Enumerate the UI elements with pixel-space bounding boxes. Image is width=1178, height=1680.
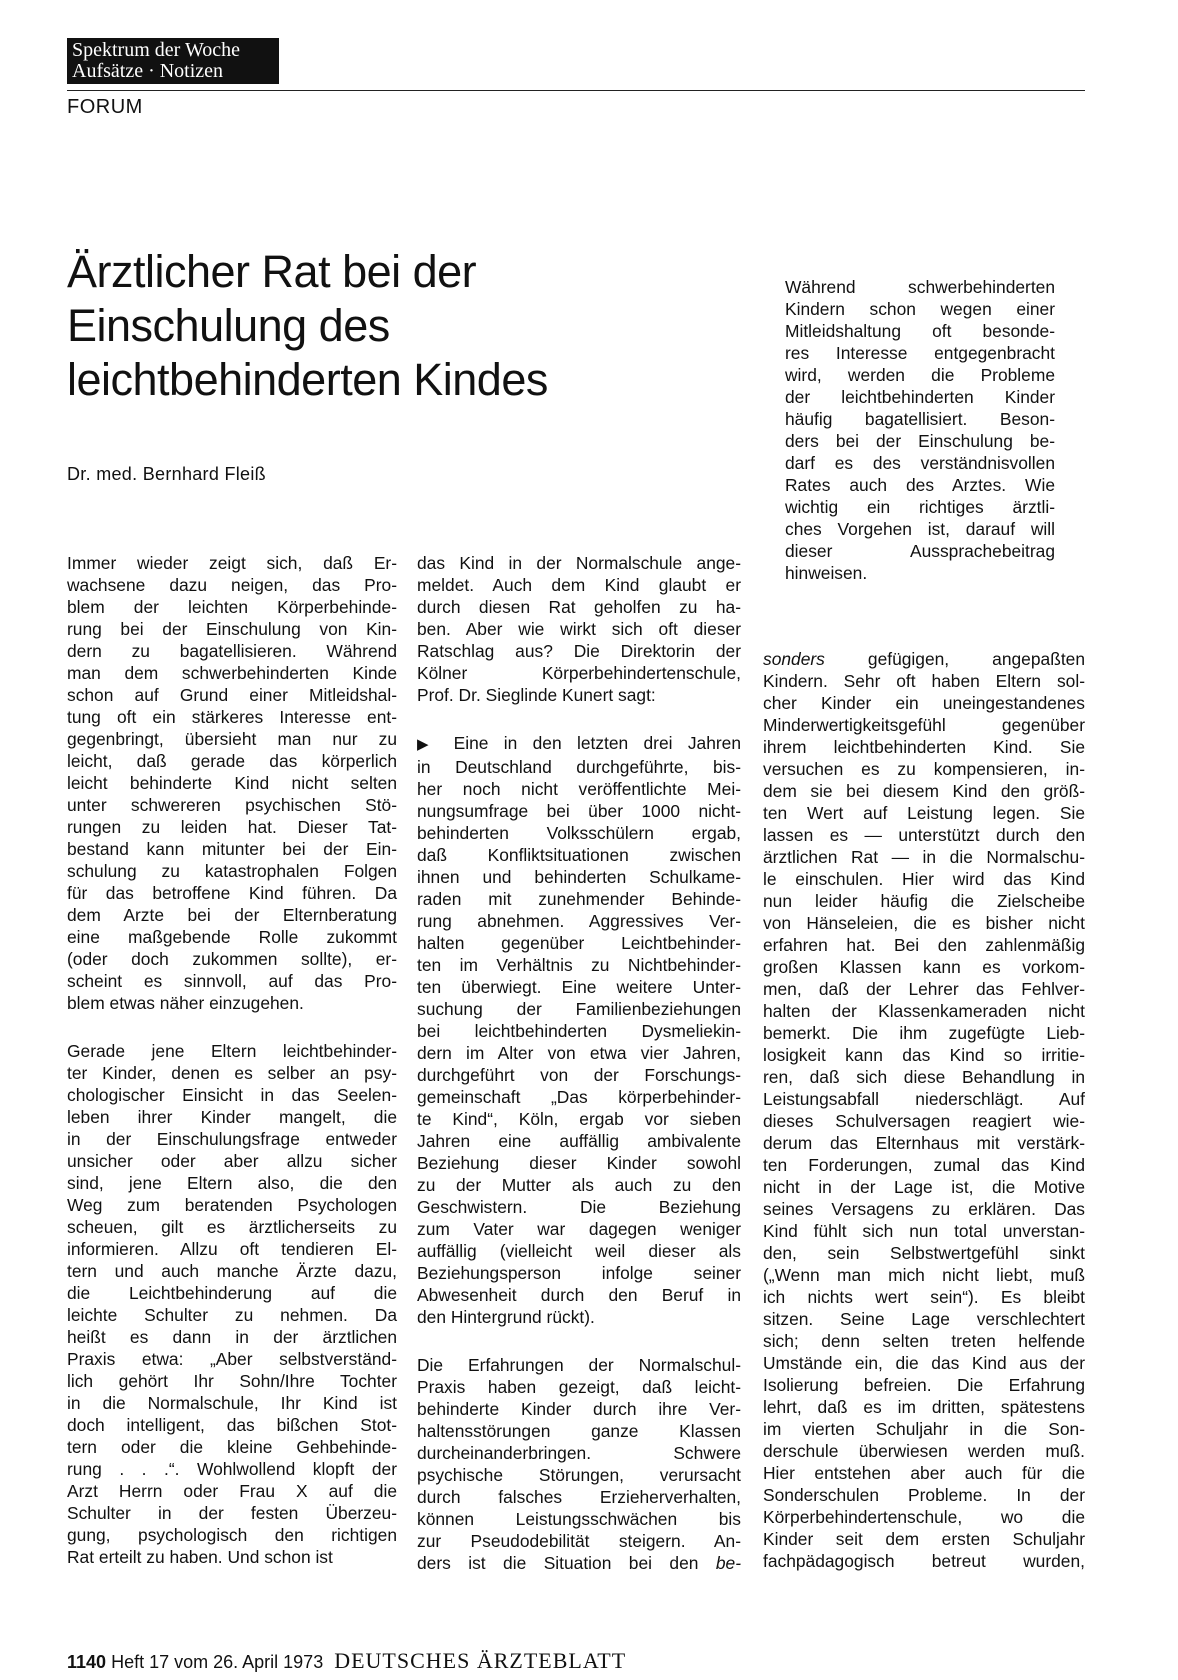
text-line: unsicher oder aber allzu sicher <box>67 1151 397 1171</box>
text-line: ihnen und behinderten Schulkame- <box>417 867 741 887</box>
text-fragment: gefügigen, angepaßten <box>824 649 1085 669</box>
text-line: lassen es — unterstützt durch den <box>763 825 1085 845</box>
text-line: Rat erteilt zu haben. Und schon ist <box>67 1547 333 1567</box>
text-line: dem Arzte bei der Elternberatung <box>67 905 397 925</box>
text-line: Praxis etwa: „Aber selbstverständ- <box>67 1349 397 1369</box>
text-line: Körperbehindertenschule, wo die <box>763 1507 1085 1527</box>
text-line: dem sie bei diesem Kind den größ- <box>763 781 1085 801</box>
text-line: sich; denn selten treten helfende <box>763 1331 1085 1351</box>
text-line: meldet. Auch dem Kind glaubt er <box>417 575 741 595</box>
text-line: behinderte Kinder durch ihre Ver- <box>417 1399 741 1419</box>
text-column-2 <box>417 552 741 1600</box>
text-line: ben. Aber wie wirkt sich oft dieser <box>417 619 741 639</box>
text-line: man dem schwerbehinderten Kinde <box>67 663 397 683</box>
text-line: Gerade jene Eltern leichtbehinder- <box>67 1041 397 1061</box>
text-line: zur Pseudodebilität steigern. An- <box>417 1531 741 1551</box>
text-line: cher Kinder ein uneingestandenes <box>763 693 1085 713</box>
text-line: Weg zum beratenden Psychologen <box>67 1195 397 1215</box>
text-line: eine maßgebende Rolle zukommt <box>67 927 397 947</box>
text-line: rung abnehmen. Aggressives Ver- <box>417 911 741 931</box>
paragraph <box>417 1354 741 1574</box>
text-line <box>417 732 741 756</box>
text-line: durch falsches Erzieherverhalten, <box>417 1487 741 1507</box>
text-line: scheint es sinnvoll, auf das Pro- <box>67 971 397 991</box>
header-rule <box>67 90 1085 91</box>
text-line: nicht in der Lage ist, die Motive <box>763 1177 1085 1197</box>
text-line: tung oft ein stärkeres Interesse ent- <box>67 707 397 727</box>
abstract-line: der leichtbehinderten Kinder <box>785 387 1055 407</box>
abstract-line: darf es des verständnisvollen <box>785 453 1055 473</box>
text-line: leben ihrer Kinder mangelt, die <box>67 1107 397 1127</box>
text-line: (oder doch zukommen sollte), er- <box>67 949 397 969</box>
abstract-line: res Interesse entgegenbracht <box>785 343 1055 363</box>
text-line: ich nichts wert sein“). Es bleibt <box>763 1287 1085 1307</box>
abstract-line: Mitleidshaltung oft besonde- <box>785 321 1055 341</box>
text-line: losigkeit kann das Kind so irritie- <box>763 1045 1085 1065</box>
text-line: rungen zu leiden hat. Dieser Tat- <box>67 817 397 837</box>
text-line: heißt es dann in der ärztlichen <box>67 1327 397 1347</box>
page-footer <box>67 1648 626 1674</box>
text-line: Beziehung dieser Kinder sowohl <box>417 1153 741 1173</box>
text-line: Abwesenheit durch den Beruf in <box>417 1285 741 1305</box>
text-line: Kind fühlt sich nun total unverstan- <box>763 1221 1085 1241</box>
text-line <box>763 648 1085 670</box>
text-line: rung . . .“. Wohlwollend klopft der <box>67 1459 397 1479</box>
text-line: wachsene dazu neigen, das Pro- <box>67 575 397 595</box>
badge-line-1: Spektrum der Woche <box>72 39 240 61</box>
text-line: den, sein Selbstwertgefühl sinkt <box>763 1243 1085 1263</box>
text-line: psychische Störungen, verursacht <box>417 1465 741 1485</box>
text-line: Isolierung befreien. Die Erfahrung <box>763 1375 1085 1395</box>
text-line: ärztlichen Rat — in die Normalschu- <box>763 847 1085 867</box>
text-line: nungsumfrage bei über 1000 nicht- <box>417 801 741 821</box>
text-line: Ratschlag aus? Die Direktorin der <box>417 641 741 661</box>
text-line: schon auf Grund einer Mitleidshal- <box>67 685 397 705</box>
italic-fragment: be- <box>715 1553 741 1573</box>
text-line: in der Einschulungsfrage entweder <box>67 1129 397 1149</box>
text-line: dern zu bagatellisieren. Während <box>67 641 397 661</box>
text-line: le einschulen. Hier wird das Kind <box>763 869 1085 889</box>
text-line: raden mit zunehmender Behinde- <box>417 889 741 909</box>
badge-line-2: Aufsätze · Notizen <box>72 60 224 82</box>
text-line: ten im Verhältnis zu Nichtbehinder- <box>417 955 741 975</box>
text-line: in die Normalschule, Ihr Kind ist <box>67 1393 397 1413</box>
paragraph <box>67 552 397 1014</box>
text-line: leicht behinderte Kind nicht selten <box>67 773 397 793</box>
text-line: gung, psychologisch den richtigen <box>67 1525 397 1545</box>
title-line-1: Ärztlicher Rat bei der <box>67 246 477 297</box>
text-line: zum Vater war dagegen weniger <box>417 1219 741 1239</box>
text-line: Leistungsabfall niederschlägt. Auf <box>763 1089 1085 1109</box>
text-line: tern und auch manche Ärzte dazu, <box>67 1261 397 1281</box>
text-line: können Leistungsschwächen bis <box>417 1509 741 1529</box>
text-line: doch intelligent, das bißchen Stot- <box>67 1415 397 1435</box>
paragraph <box>417 552 741 706</box>
issue-info: Heft 17 vom 26. April 1973 <box>111 1652 324 1672</box>
text-line: durch diesen Rat geholfen zu ha- <box>417 597 741 617</box>
text-line: sitzen. Seine Lage verschlechtert <box>763 1309 1085 1329</box>
page-number: 1140 <box>67 1652 107 1672</box>
text-line: Arzt Herrn oder Frau X auf die <box>67 1481 397 1501</box>
text-fragment: Eine in den letzten drei Jahren <box>453 733 741 753</box>
text-line: gegenbringt, übersieht man nur zu <box>67 729 397 749</box>
text-line: suchung der Familienbeziehungen <box>417 999 741 1019</box>
text-line: Beziehungsperson infolge seiner <box>417 1263 741 1283</box>
text-line: informieren. Allzu oft tendieren El- <box>67 1239 397 1259</box>
abstract-line: hinweisen. <box>785 563 868 583</box>
text-line: fachpädagogisch betreut wurden, <box>763 1551 1085 1571</box>
text-line: bestand kann mitunter bei der Ein- <box>67 839 397 859</box>
text-line: auffällig (vielleicht weil dieser als <box>417 1241 741 1261</box>
text-line: tern oder die kleine Gehbehinde- <box>67 1437 397 1457</box>
text-line: Prof. Dr. Sieglinde Kunert sagt: <box>417 685 656 705</box>
text-line: Geschwistern. Die Beziehung <box>417 1197 741 1217</box>
article-abstract <box>785 276 1055 584</box>
text-line: blem etwas näher einzugehen. <box>67 993 304 1013</box>
text-line: versuchen es zu kompensieren, in- <box>763 759 1085 779</box>
section-label: FORUM <box>67 96 143 118</box>
journal-name: DEUTSCHES ÄRZTEBLATT <box>334 1648 627 1673</box>
text-line: Kindern. Sehr oft haben Eltern sol- <box>763 671 1085 691</box>
text-line: Minderwertigkeitsgefühl gegenüber <box>763 715 1085 735</box>
text-line: dieses Schulversagen reagiert wie- <box>763 1111 1085 1131</box>
text-line: die Leichtbehinderung auf die <box>67 1283 397 1303</box>
abstract-line: ches Vorgehen ist, darauf will <box>785 519 1055 539</box>
abstract-line: häufig bagatellisiert. Beson- <box>785 409 1055 429</box>
text-line: schulung zu katastrophalen Folgen <box>67 861 397 881</box>
abstract-line: Während schwerbehinderten <box>785 277 1055 297</box>
text-line: men, daß der Lehrer das Fehlver- <box>763 979 1085 999</box>
text-line: nun leider häufig die Zielscheibe <box>763 891 1085 911</box>
text-line: lehrt, daß es im dritten, spätestens <box>763 1397 1085 1417</box>
text-line: Die Erfahrungen der Normalschul- <box>417 1355 741 1375</box>
text-line: ter Kinder, denen es selber an psy- <box>67 1063 397 1083</box>
abstract-line: ders bei der Einschulung be- <box>785 431 1055 451</box>
title-line-2: Einschulung des <box>67 300 390 351</box>
text-line: großen Klassen kann es vorkom- <box>763 957 1085 977</box>
text-line: Umstände ein, die das Kind aus der <box>763 1353 1085 1373</box>
text-line: ren, daß sich diese Behandlung in <box>763 1067 1085 1087</box>
text-line: te Kind“, Köln, ergab vor sieben <box>417 1109 741 1129</box>
paragraph <box>67 1040 397 1568</box>
abstract-line: wichtig ein richtiges ärztli- <box>785 497 1055 517</box>
text-line: Praxis haben gezeigt, daß leicht- <box>417 1377 741 1397</box>
text-line: ten überwiegt. Eine weitere Unter- <box>417 977 741 997</box>
abstract-line: Rates auch des Arztes. Wie <box>785 475 1055 495</box>
text-line: („Wenn man mich nicht liebt, muß <box>763 1265 1085 1285</box>
text-line: im vierten Schuljahr in die Son- <box>763 1419 1085 1439</box>
text-line: bei leichtbehinderten Dysmeliekin- <box>417 1021 741 1041</box>
text-line: Kinder seit dem ersten Schuljahr <box>763 1529 1085 1549</box>
text-line: gemeinschaft „Das körperbehinder- <box>417 1087 741 1107</box>
text-line: für das betroffene Kind führen. Da <box>67 883 397 903</box>
text-line: dern im Alter von etwa vier Jahren, <box>417 1043 741 1063</box>
text-line: halten der Klassenkameraden nicht <box>763 1001 1085 1021</box>
text-line: Kölner Körperbehindertenschule, <box>417 663 741 683</box>
text-line: halten gegenüber Leichtbehinder- <box>417 933 741 953</box>
text-line: derschule überwiesen werden muß. <box>763 1441 1085 1461</box>
text-line: sind, jene Eltern also, die den <box>67 1173 397 1193</box>
text-line: erfahren hat. Bei den zahlenmäßig <box>763 935 1085 955</box>
text-line: zu der Mutter als auch zu den <box>417 1175 741 1195</box>
text-line: leicht, daß gerade das körperlich <box>67 751 397 771</box>
text-line: Immer wieder zeigt sich, daß Er- <box>67 553 397 573</box>
text-line: seines Versagens zu erklären. Das <box>763 1199 1085 1219</box>
title-line-3: leichtbehinderten Kindes <box>67 354 548 405</box>
text-line: unter schwereren psychischen Stö- <box>67 795 397 815</box>
text-line: blem der leichten Körperbehinde- <box>67 597 397 617</box>
text-line: lich gehört Ihr Sohn/Ihre Tochter <box>67 1371 397 1391</box>
text-line: Jahren eine auffällig ambivalente <box>417 1131 741 1151</box>
abstract-line: dieser Aussprachebeitrag <box>785 541 1055 561</box>
text-line: derum das Elternhaus mit verstärk- <box>763 1133 1085 1153</box>
text-line: behinderten Volksschülern ergab, <box>417 823 741 843</box>
text-line: durcheinanderbringen. Schwere <box>417 1443 741 1463</box>
text-line <box>417 1552 741 1574</box>
article-title <box>67 245 707 407</box>
text-line: ten Wert auf Leistung legen. Sie <box>763 803 1085 823</box>
text-line: chologischer Einsicht in das Seelen- <box>67 1085 397 1105</box>
text-line: rung bei der Einschulung von Kin- <box>67 619 397 639</box>
text-line: scheuen, gilt es ärztlicherseits zu <box>67 1217 397 1237</box>
author-byline: Dr. med. Bernhard Fleiß <box>67 464 266 484</box>
text-line: Schulter in der festen Überzeu- <box>67 1503 397 1523</box>
text-line: bemerkt. Die ihm zugefügte Lieb- <box>763 1023 1085 1043</box>
text-line: daß Konfliktsituationen zwischen <box>417 845 741 865</box>
text-line: das Kind in der Normalschule ange- <box>417 553 741 573</box>
bullet-triangle-icon: ▶ <box>417 736 454 753</box>
italic-fragment: sonders <box>763 649 825 669</box>
abstract-line: Kindern schon wegen einer <box>785 299 1055 319</box>
text-fragment: ders ist die Situation bei den <box>417 1553 716 1573</box>
text-line: her noch nicht veröffentlichte Mei- <box>417 779 741 799</box>
text-column-1 <box>67 552 397 1594</box>
abstract-line: wird, werden die Probleme <box>785 365 1055 385</box>
text-line: von Hänseleien, die es bisher nicht <box>763 913 1085 933</box>
text-line: ten Forderungen, zumal das Kind <box>763 1155 1085 1175</box>
text-column-3 <box>763 648 1085 1572</box>
text-line: Sonderschulen Probleme. In der <box>763 1485 1085 1505</box>
text-line: Hier entstehen aber auch für die <box>763 1463 1085 1483</box>
text-line: in Deutschland durchgeführte, bis- <box>417 757 741 777</box>
text-line: durchgeführt von der Forschungs- <box>417 1065 741 1085</box>
text-line: haltensstörungen ganze Klassen <box>417 1421 741 1441</box>
text-line: den Hintergrund rückt). <box>417 1307 595 1327</box>
text-line: leichte Schulter zu nehmen. Da <box>67 1305 397 1325</box>
section-badge <box>67 38 279 84</box>
text-line: ihrem leichtbehinderten Kind. Sie <box>763 737 1085 757</box>
paragraph <box>417 732 741 1328</box>
